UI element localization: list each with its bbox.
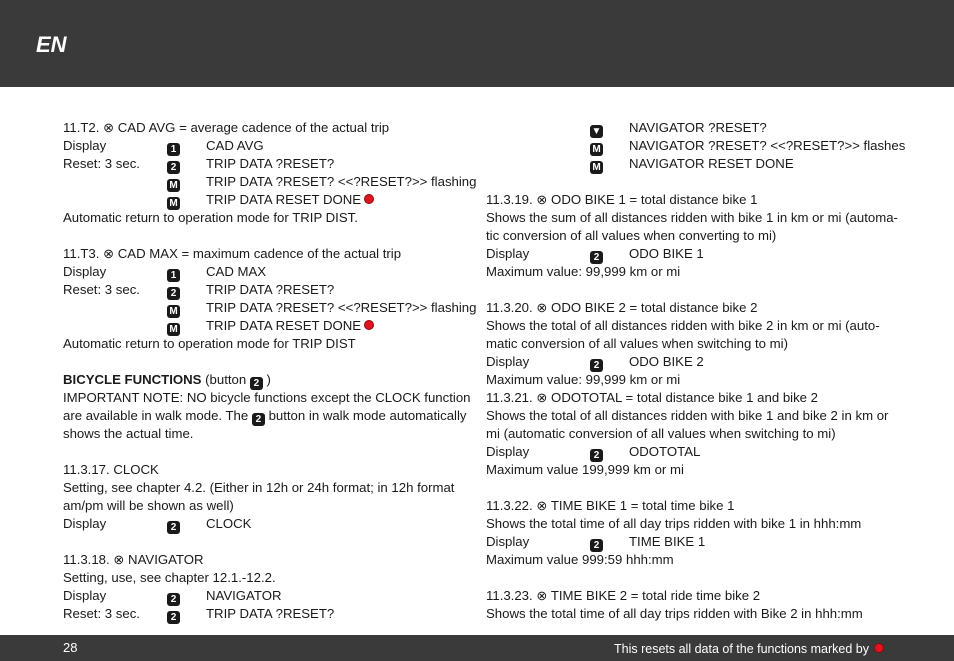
odo-bike-1-title: 11.3.19. ⊗ ODO BIKE 1 = total distance bike 1 xyxy=(486,192,758,207)
row: Reset: 3 sec. 2 TRIP DATA ?RESET? xyxy=(63,282,335,299)
time-bike-2-title: 11.3.23. ⊗ TIME BIKE 2 = total ride time bike 2 xyxy=(486,588,761,603)
text-line: Automatic return to operation mode for TRIP DIST. xyxy=(63,210,358,225)
text-line: Shows the total time of all day trips ridden with bike 1 in hhh:mm xyxy=(486,516,862,531)
footer-bar xyxy=(0,635,954,661)
row: Display 2 CLOCK xyxy=(63,516,252,533)
text-line: are available in walk mode. The 2 button in walk mode automatically xyxy=(63,408,467,425)
row: M TRIP DATA ?RESET? <<?RESET?>> flashing xyxy=(63,299,463,317)
text-line: Shows the total of all distances ridden with bike 2 in km or mi (auto- xyxy=(486,318,880,333)
button-2-icon: 2 xyxy=(167,161,180,174)
row: ▼ NAVIGATOR ?RESET? xyxy=(591,120,767,137)
row: M TRIP DATA ?RESET? <<?RESET?>> flashing xyxy=(63,173,463,191)
row: Reset: 3 sec. 2 TRIP DATA ?RESET? xyxy=(63,156,335,173)
button-m-icon: M xyxy=(590,143,603,156)
text-line: Setting, see chapter 4.2. (Either in 12h or 24h format; in 12h format xyxy=(63,480,455,495)
row: M NAVIGATOR RESET DONE xyxy=(486,155,896,173)
left-column xyxy=(63,119,477,623)
row: M TRIP DATA RESET DONE xyxy=(63,317,463,335)
text-line: Maximum value 999:59 hhh:mm xyxy=(486,552,674,567)
button-down-icon: ▼ xyxy=(591,126,602,137)
button-2-icon: 2 xyxy=(590,539,603,552)
button-2-icon: 2 xyxy=(250,377,263,390)
button-2-icon: 2 xyxy=(167,593,180,606)
footer-note: This resets all data of the functions marked by xyxy=(614,642,884,656)
text-line: Maximum value: 99,999 km or mi xyxy=(486,264,681,279)
text-line: tic conversion of all values when converting to mi) xyxy=(486,228,777,243)
text-line: matic conversion of all values when switching to mi) xyxy=(486,336,788,351)
button-1-icon: 1 xyxy=(167,269,180,282)
button-2-icon: 2 xyxy=(590,251,603,264)
button-2-icon: 2 xyxy=(167,611,180,624)
row: Display 1 CAD AVG xyxy=(63,138,264,155)
reset-dot-icon xyxy=(364,320,374,330)
cad-max-title: 11.T3. ⊗ CAD MAX = maximum cadence of the actual trip xyxy=(63,246,402,261)
right-column xyxy=(486,119,906,623)
text-line: mi (automatic conversion of all values when switching to mi) xyxy=(486,426,836,441)
button-2-icon: 2 xyxy=(167,287,180,300)
text-line: Shows the total time of all day trips ridden with Bike 2 in hhh:mm xyxy=(486,606,863,621)
row: M NAVIGATOR ?RESET? <<?RESET?>> flashes xyxy=(486,137,896,155)
row: Display 2 TIME BIKE 1 xyxy=(486,534,706,551)
button-2-icon: 2 xyxy=(252,413,265,426)
text-line: Shows the total of all distances ridden with bike 1 and bike 2 in km or xyxy=(486,408,889,423)
odo-bike-2-title: 11.3.20. ⊗ ODO BIKE 2 = total distance bike 2 xyxy=(486,300,758,315)
time-bike-1-title: 11.3.22. ⊗ TIME BIKE 1 = total time bike 1 xyxy=(486,498,735,513)
button-m-icon: M xyxy=(167,179,180,192)
row: Display 2 ODO BIKE 1 xyxy=(486,246,704,263)
row: M TRIP DATA RESET DONE xyxy=(63,191,463,209)
text-line: Maximum value 199,999 km or mi xyxy=(486,462,684,477)
text-line: IMPORTANT NOTE: NO bicycle functions except the CLOCK function xyxy=(63,390,471,405)
row: Reset: 3 sec. 2 TRIP DATA ?RESET? xyxy=(63,606,335,623)
text-line: Maximum value: 99,999 km or mi xyxy=(486,372,681,387)
reset-dot-icon xyxy=(364,194,374,204)
text-line: Automatic return to operation mode for TRIP DIST xyxy=(63,336,356,351)
navigator-title: 11.3.18. ⊗ NAVIGATOR xyxy=(63,552,204,567)
odototal-title: 11.3.21. ⊗ ODOTOTAL = total distance bike 1 and bike 2 xyxy=(486,390,819,405)
button-m-icon: M xyxy=(167,197,180,210)
button-2-icon: 2 xyxy=(590,359,603,372)
clock-title: 11.3.17. CLOCK xyxy=(63,462,159,477)
button-m-icon: M xyxy=(167,323,180,336)
row: Display 2 ODOTOTAL xyxy=(486,444,701,461)
text-line: Shows the sum of all distances ridden with bike 1 in km or mi (automa- xyxy=(486,210,898,225)
header-bar xyxy=(0,0,954,87)
row: Display 1 CAD MAX xyxy=(63,264,267,281)
row: Display 2 NAVIGATOR xyxy=(63,588,282,605)
button-2-icon: 2 xyxy=(167,521,180,534)
text-line: shows the actual time. xyxy=(63,426,194,441)
cad-avg-title: 11.T2. ⊗ CAD AVG = average cadence of the actual trip xyxy=(63,120,390,135)
language-label: EN xyxy=(36,32,67,57)
reset-dot-icon xyxy=(874,643,884,653)
button-m-icon: M xyxy=(167,305,180,318)
button-2-icon: 2 xyxy=(590,449,603,462)
text-line: am/pm will be shown as well) xyxy=(63,498,234,513)
row: Display 2 ODO BIKE 2 xyxy=(486,354,704,371)
button-m-icon: M xyxy=(590,161,603,174)
text-line: Setting, use, see chapter 12.1.-12.2. xyxy=(63,570,276,585)
bicycle-functions-heading: BICYCLE FUNCTIONS (button 2 ) xyxy=(63,372,271,389)
button-1-icon: 1 xyxy=(167,143,180,156)
page-number: 28 xyxy=(63,640,78,655)
